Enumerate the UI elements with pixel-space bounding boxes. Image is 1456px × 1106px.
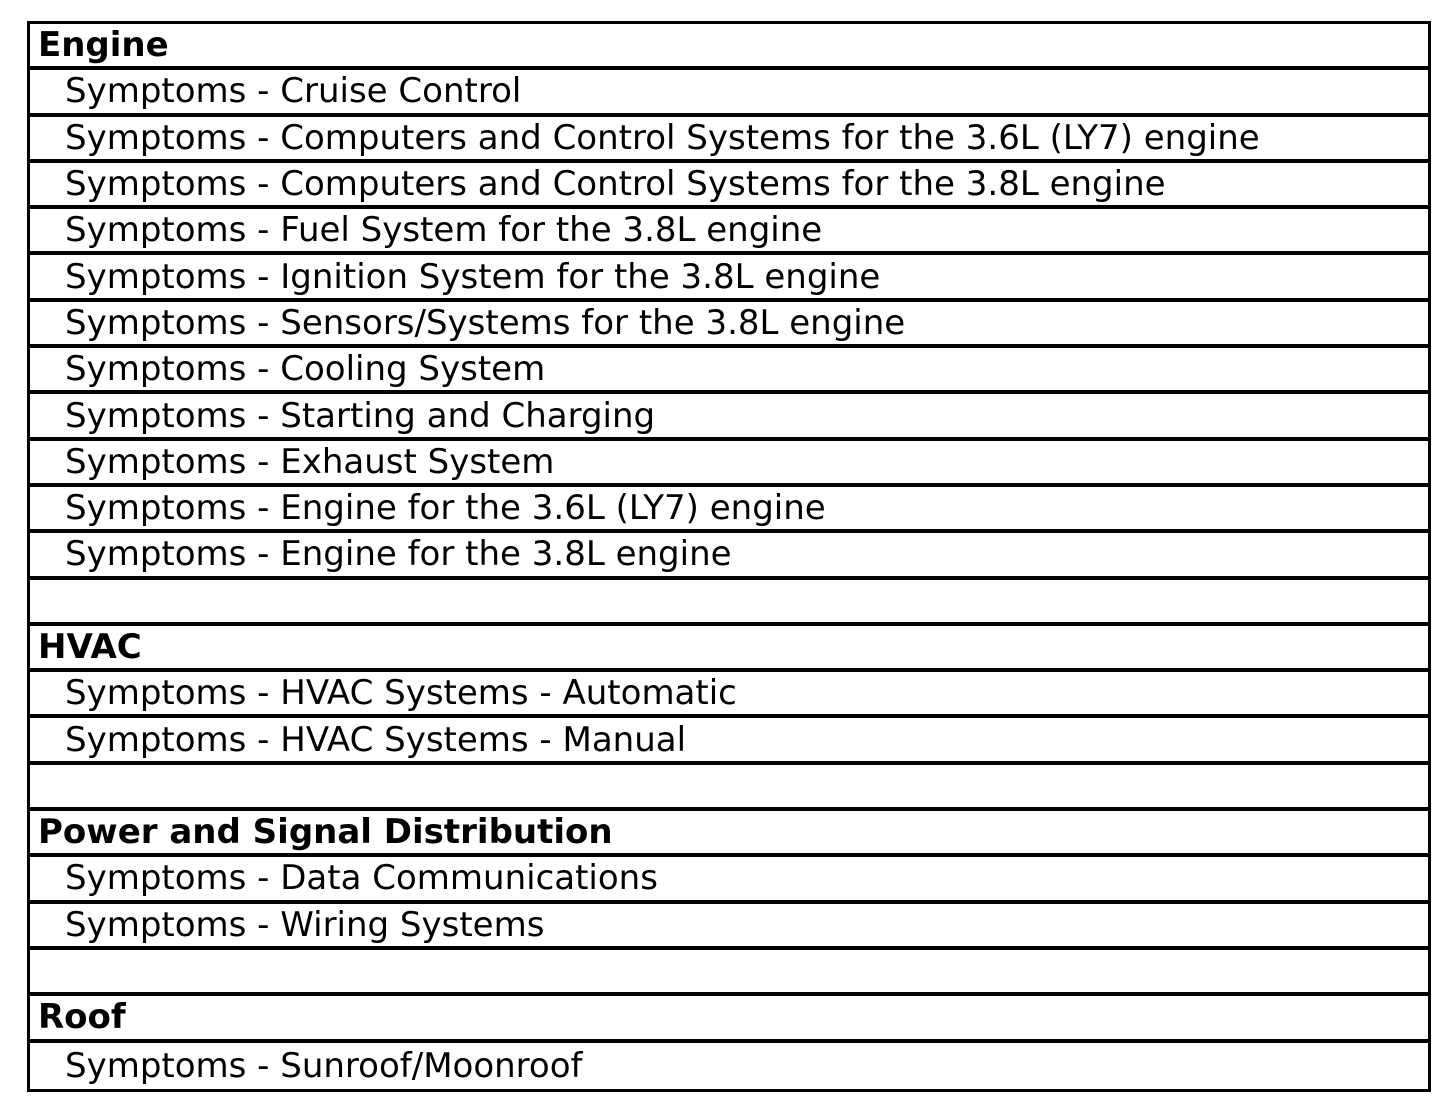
table-row[interactable]: Symptoms - Computers and Control Systems for the 3.8L engine: [30, 163, 1428, 209]
table-row[interactable]: Symptoms - Data Communications: [30, 857, 1428, 903]
table-row[interactable]: Symptoms - Cruise Control: [30, 70, 1428, 116]
table-row[interactable]: Symptoms - Ignition System for the 3.8L engine: [30, 255, 1428, 301]
section-heading-roof: Roof: [30, 996, 1428, 1042]
blank-row: [30, 765, 1428, 811]
table-row[interactable]: Symptoms - Engine for the 3.8L engine: [30, 533, 1428, 579]
table-row[interactable]: Symptoms - HVAC Systems - Automatic: [30, 672, 1428, 718]
blank-row: [30, 950, 1428, 996]
table-row[interactable]: Symptoms - Starting and Charging: [30, 394, 1428, 440]
table-row[interactable]: Symptoms - Fuel System for the 3.8L engine: [30, 209, 1428, 255]
section-heading-hvac: HVAC: [30, 626, 1428, 672]
section-heading-engine: Engine: [30, 24, 1428, 70]
table-row[interactable]: Symptoms - Sensors/Systems for the 3.8L engine: [30, 302, 1428, 348]
table-row[interactable]: Symptoms - Computers and Control Systems for the 3.6L (LY7) engine: [30, 117, 1428, 163]
table-row[interactable]: Symptoms - Cooling System: [30, 348, 1428, 394]
blank-row: [30, 580, 1428, 626]
table-row[interactable]: Symptoms - Sunroof/Moonroof: [65, 1045, 583, 1086]
table-row[interactable]: Symptoms - HVAC Systems - Manual: [30, 718, 1428, 764]
table-row[interactable]: Symptoms - Engine for the 3.6L (LY7) engine: [30, 487, 1428, 533]
table-row[interactable]: Symptoms - Exhaust System: [30, 441, 1428, 487]
symptoms-index-table: [27, 21, 1431, 1092]
table-row[interactable]: Symptoms - Wiring Systems: [30, 904, 1428, 950]
section-heading-power-signal-distribution: Power and Signal Distribution: [30, 811, 1428, 857]
